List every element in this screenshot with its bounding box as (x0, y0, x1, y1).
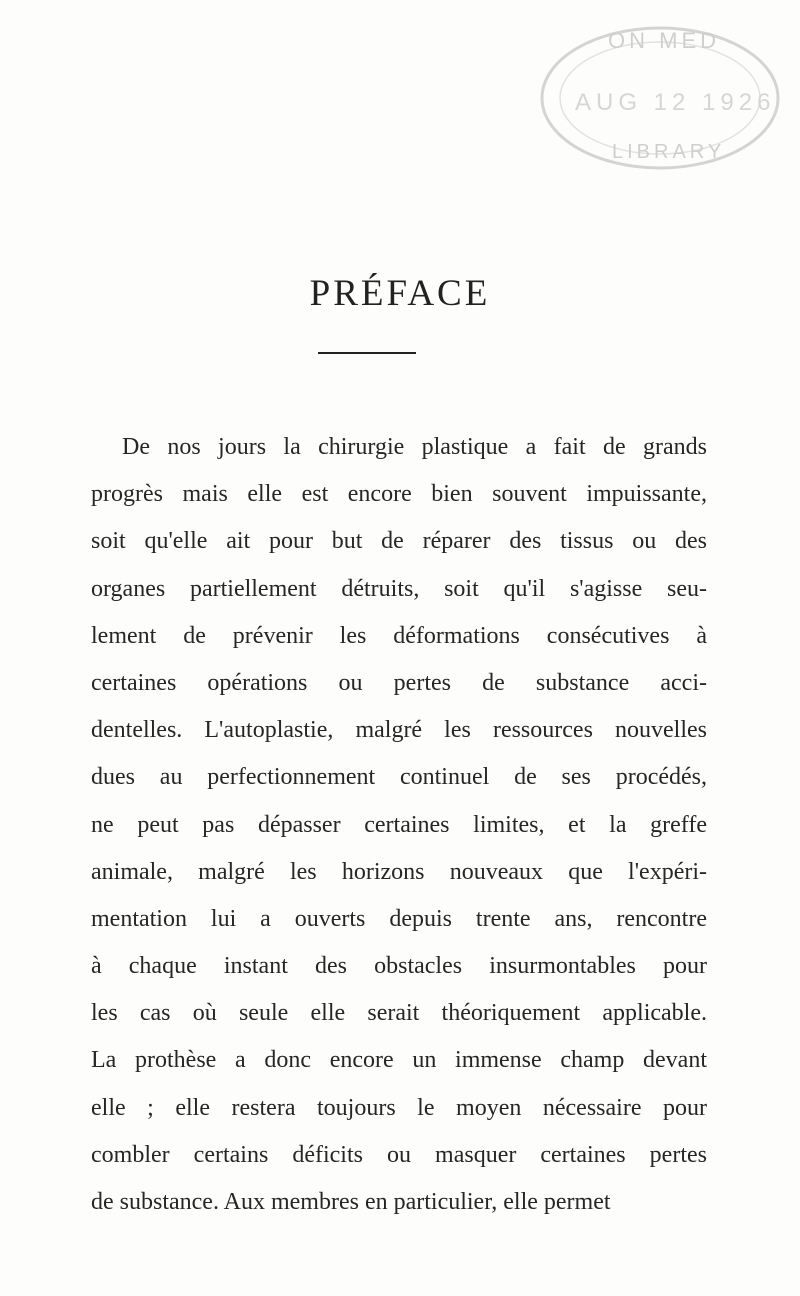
text-line: les cas où seule elle serait théoriquement applicable. (91, 1000, 707, 1027)
text-line: dentelles. L'autoplastie, malgré les ressources nouvelles (91, 717, 707, 744)
text-line: progrès mais elle est encore bien souvent impuissante, (91, 481, 707, 508)
text-line: dues au perfectionnement continuel de ses procédés, (91, 764, 707, 791)
text-line: certaines opérations ou pertes de substance acci- (91, 669, 707, 696)
text-line: elle ; elle restera toujours le moyen nécessaire pour (91, 1094, 707, 1121)
text-line: La prothèse a donc encore un immense champ devant (91, 1047, 707, 1074)
library-stamp (520, 10, 790, 180)
body-text (91, 424, 707, 1226)
text-line: ne peut pas dépasser certaines limites, et la greffe (91, 811, 707, 838)
title-divider (318, 352, 416, 354)
text-line: animale, malgré les horizons nouveaux que l'expéri- (91, 858, 707, 885)
stamp-text-bottom: LIBRARY (612, 141, 726, 163)
text-line: de substance. Aux membres en particulier, elle permet (91, 1189, 611, 1215)
text-line: soit qu'elle ait pour but de réparer des tissus ou des (91, 528, 707, 555)
text-line: De nos jours la chirurgie plastique a fait de grands (122, 434, 707, 460)
page-title: PRÉFACE (309, 273, 491, 314)
text-line: à chaque instant des obstacles insurmontables pour (91, 953, 707, 980)
stamp-text-top: ON MED (608, 28, 720, 53)
text-line: combler certains déficits ou masquer certaines pertes (91, 1141, 707, 1168)
text-line: mentation lui a ouverts depuis trente ans, rencontre (91, 905, 707, 932)
stamp-text-middle: AUG 12 1926 (575, 89, 776, 116)
text-line: organes partiellement détruits, soit qu'il s'agisse seu- (91, 575, 707, 602)
text-line: lement de prévenir les déformations consécutives à (91, 622, 707, 649)
